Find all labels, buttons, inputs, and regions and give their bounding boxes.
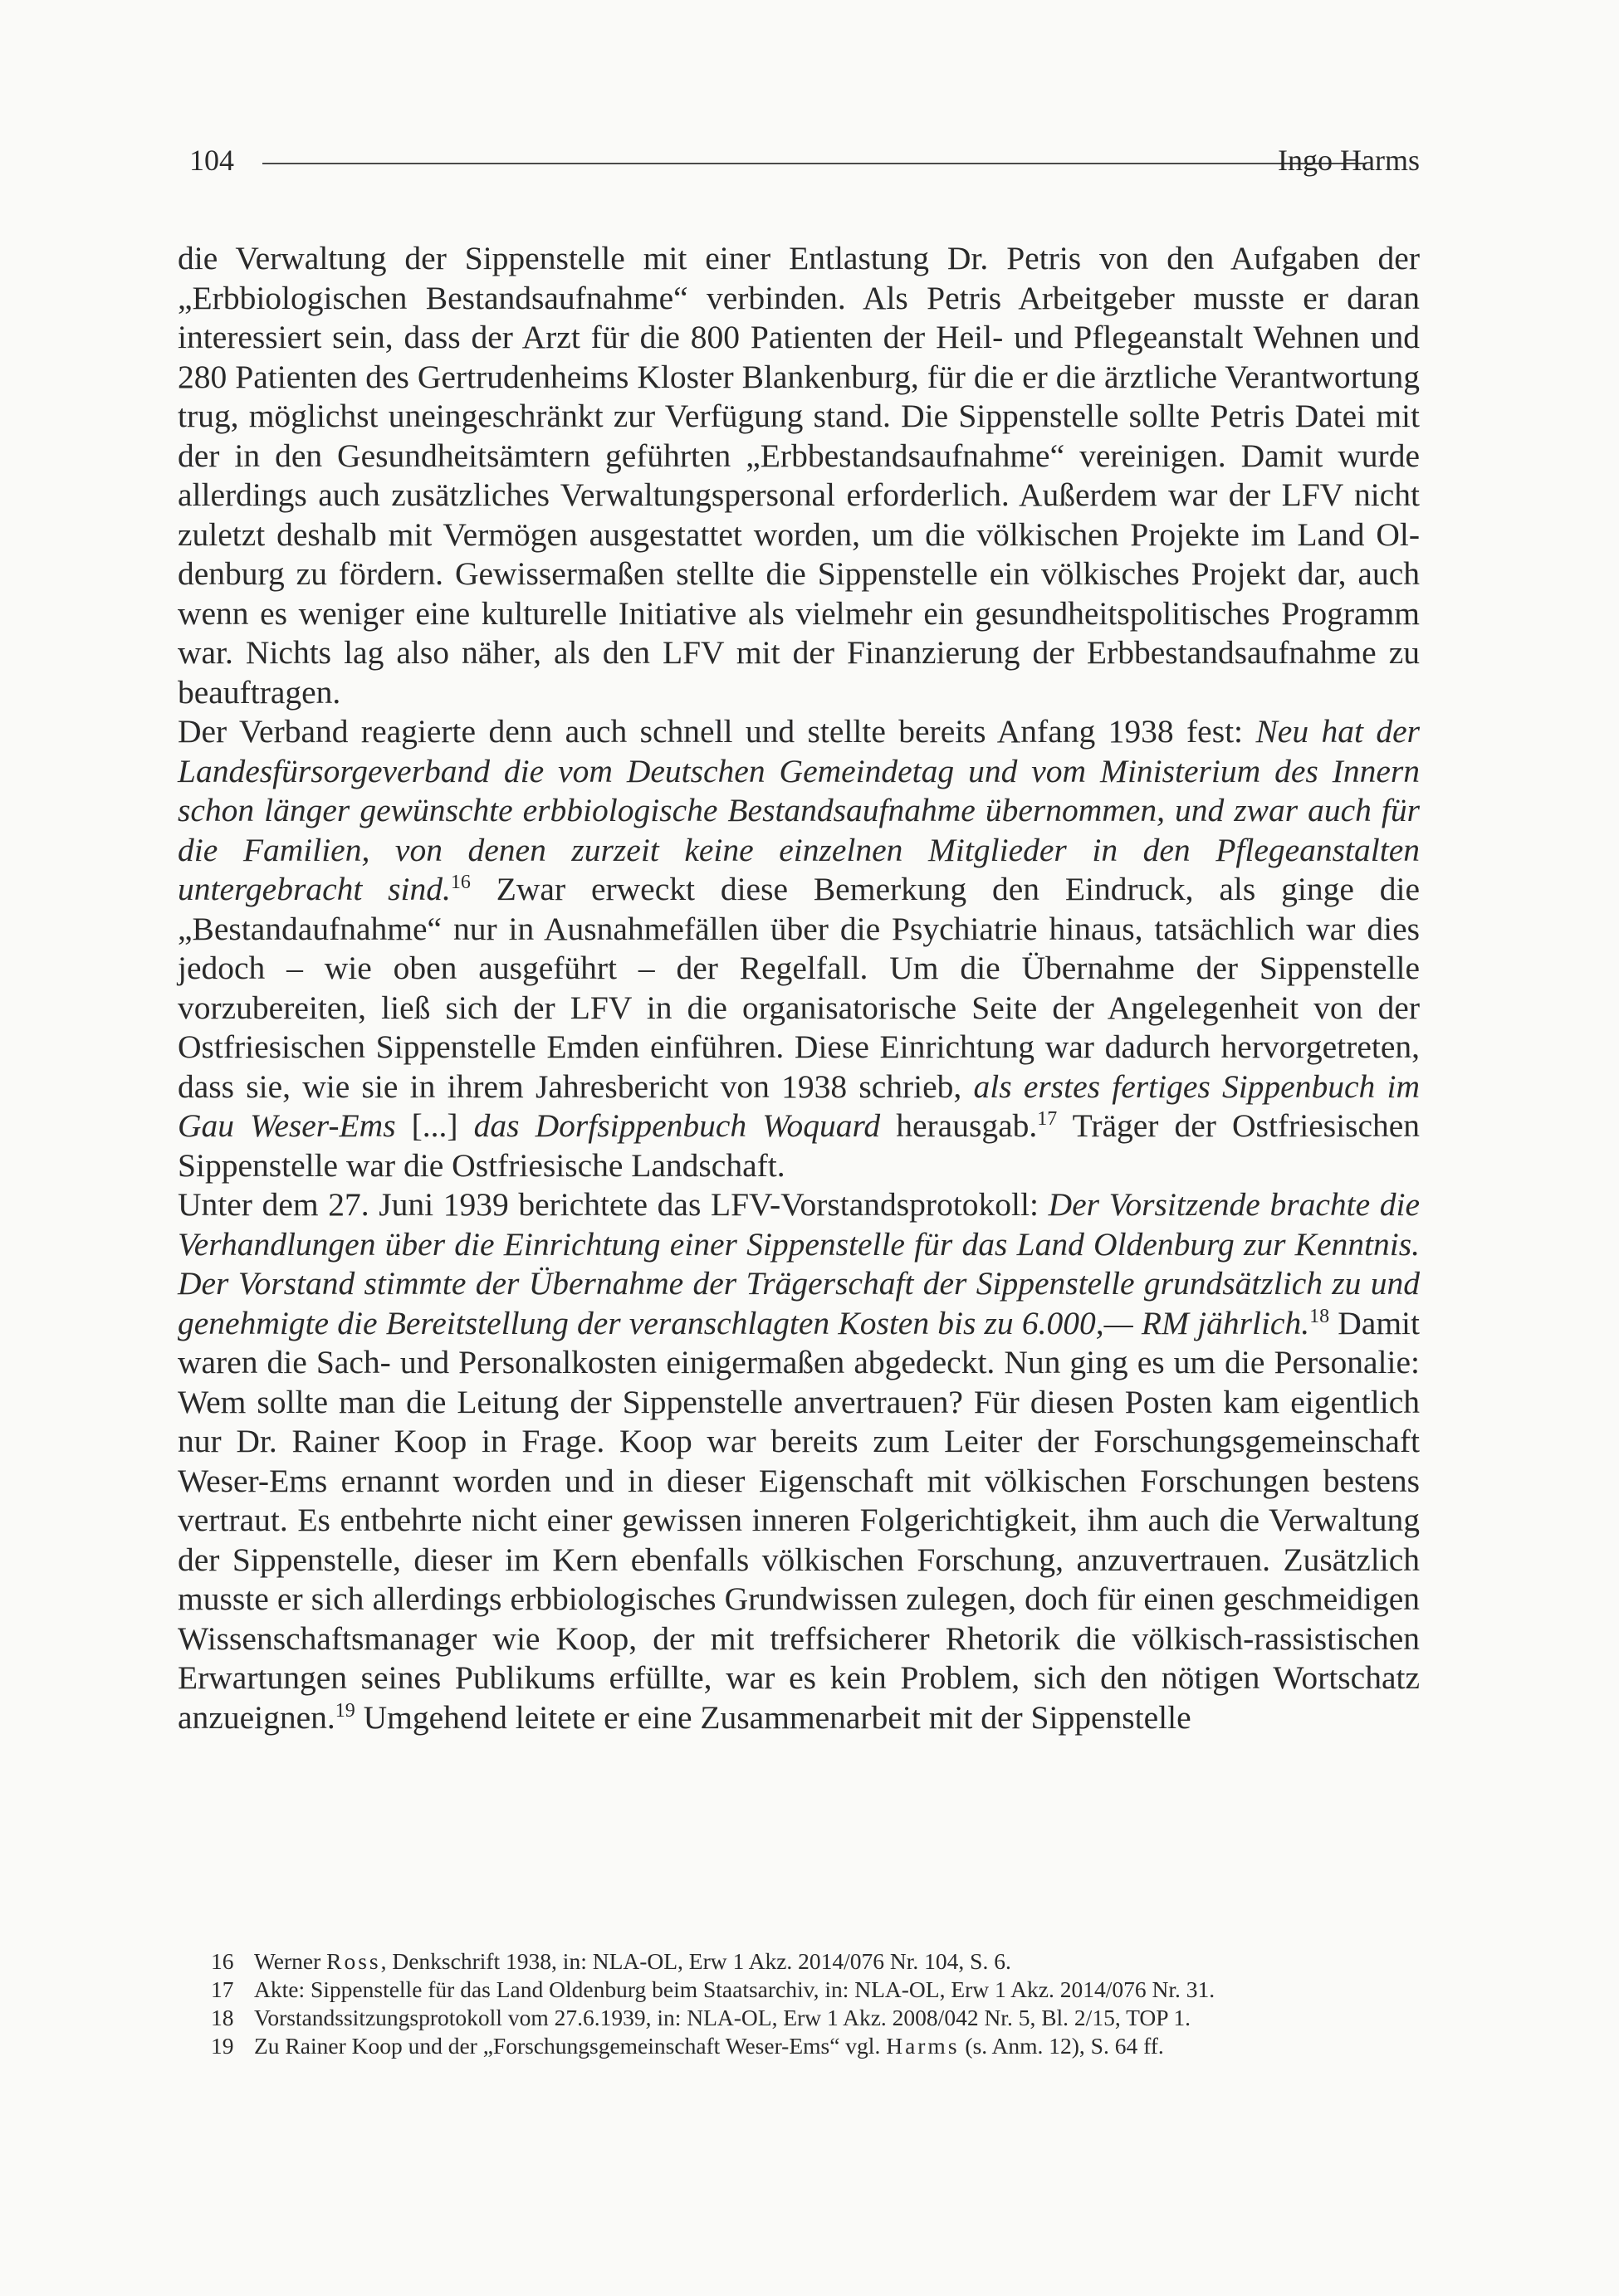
footnote-number: 16 (211, 1948, 234, 1974)
footnote-text: Zu Rainer Koop und der „Forschungsgemeinschaft Weser-Ems“ vgl. (254, 2033, 887, 2059)
paragraph-3 (178, 1185, 1420, 1737)
paragraph-1 (178, 239, 1420, 712)
footnote-text: Akte: Sippenstelle für das Land Oldenburg beim Staatsarchiv, in: NLA-OL, Erw 1 Akz. 2014/076 Nr. 31. (254, 1976, 1215, 2002)
footnote-text: Werner (254, 1948, 327, 1974)
paragraph-text: Damit waren die Sach- und Personalkosten einigermaßen abgedeckt. Nun ging es um die Personalie: Wem sollte man die Leitung der Sippenstelle anvertrauen? Für diesen Posten kam eigentlich nur Dr. Rainer Koop in Frage. Koop war bereits zum Leiter der Forschungsgemeinschaft Weser-Ems ernannt worden und in dieser Eigenschaft mit völkischen Forschungen bestens vertraut. Es entbehrte nicht einer gewissen inneren Folgerichtigkeit, ihm auch die Verwaltung der Sippenstelle, dieser im Kern ebenfalls völkischen Forschung, anzuvertrauen. Zusätzlich musste er sich allerdings erbbiologisches Grundwissen zulegen, doch für einen geschmeidigen Wissenschaftsmanager wie Koop, der mit treffsicherer Rhetorik die völkisch-rassistischen Erwartungen seines Publikums erfüllte, war es kein Problem, sich den nötigen Wortschatz anzueignen. (178, 1304, 1420, 1736)
body-text (178, 239, 1420, 1737)
footnote-ref: 19 (335, 1699, 355, 1722)
footnote-text: , Denkschrift 1938, in: NLA-OL, Erw 1 Akz. 2014/076 Nr. 104, S. 6. (380, 1948, 1011, 1974)
paragraph-2 (178, 712, 1420, 1185)
quotation: das Dorfsippenbuch Woquard (473, 1107, 881, 1144)
paragraph-text: herausgab. (880, 1107, 1038, 1144)
footnote-text: (s. Anm. 12), S. 64 ff. (959, 2033, 1164, 2059)
running-head-author: Ingo Harms (1278, 144, 1420, 177)
paragraph-text: Träger der Ostfriesischen Sippenstelle war die Ostfriesische Landschaft. (178, 1107, 1421, 1184)
page-number: 104 (189, 144, 234, 177)
paragraph-text: Unter dem 27. Juni 1939 berichtete das LFV-Vorstandsprotokoll: (178, 1186, 1049, 1223)
footnote-number: 19 (211, 2033, 234, 2059)
paragraph-text: Der Verband reagierte denn auch schnell und stellte bereits Anfang 1938 fest: (178, 713, 1256, 750)
footnote-text: Vorstandssitzungsprotokoll vom 27.6.1939, in: NLA-OL, Erw 1 Akz. 2008/042 Nr. 5, Bl. 2/15, TOP 1. (254, 2005, 1191, 2030)
footnotes (211, 1947, 1423, 2060)
quotation: Neu hat der Landesfürsorgeverband die vom Deutschen Gemeindetag und vom Ministerium des Innern schon länger gewünschte erbbiologische Bestandsaufnahme übernommen, und zwar auch für die Familien, von denen zurzeit keine einzelnen Mitglieder in den Pflegeanstalten untergebracht sind. (178, 713, 1420, 907)
page-header (171, 139, 1420, 181)
footnote-number: 18 (211, 2005, 234, 2030)
paragraph-text: [...] (395, 1107, 474, 1144)
footnote (211, 2032, 1423, 2060)
footnote-ref: 16 (450, 871, 471, 893)
paragraph-text: Umgehend leitete er eine Zusammenarbeit mit der Sippenstelle (355, 1698, 1191, 1736)
quotation: Der Vorsitzende brachte die Verhandlungen über die Einrichtung einer Sippenstelle für das Land Oldenburg zur Kenntnis. Der Vorstand stimmte der Übernahme der Trägerschaft der Sippenstelle grundsätzlich zu und genehmigte die Bereitstellung der veranschlagten Kosten bis zu 6.000,— RM jährlich. (178, 1186, 1420, 1341)
footnote-author: Harms (886, 2033, 960, 2059)
footnote (211, 2004, 1423, 2032)
footnote-ref: 17 (1037, 1107, 1058, 1130)
header-rule (262, 163, 1367, 164)
paragraph-text: Zwar erweckt diese Bemerkung den Eindruck, als ginge die „Bestandaufnahme“ nur in Ausnahmefällen über die Psychiatrie hinaus, tatsächlich war dies jedoch – wie oben ausgeführt – der Regelfall. Um die Übernahme der Sippenstelle vorzubereiten, ließ sich der LFV in die organisatorische Seite der Angelegenheit von der Ostfriesischen Sippenstelle Emden einführen. Diese Einrichtung war dadurch hervorgetreten, dass sie, wie sie in ihrem Jahresbericht von 1938 schrieb, (178, 871, 1421, 1105)
footnote-number: 17 (211, 1976, 234, 2002)
footnote (211, 1947, 1423, 1976)
paragraph-text: die Verwaltung der Sippenstelle mit einer Entlastung Dr. Petris von den Aufgaben der „Erbbiologischen Bestandsaufnahme“ verbinden. Als Petris Arbeitgeber musste er daran interessiert sein, dass der Arzt für die 800 Patienten der Heil- und Pflegeanstalt Wehnen und 280 Patienten des Gertrudenheims Kloster Blankenburg, für die er die ärztliche Verantwortung trug, möglichst uneingeschränkt zur Verfügung stand. Die Sippenstelle sollte Petris Datei mit der in den Gesundheitsämtern geführten „Erbbestandsaufnahme“ vereinigen. Damit wurde allerdings auch zusätzliches Verwaltungspersonal erforderlich. Außerdem war der LFV nicht zuletzt deshalb mit Vermögen ausgestattet worden, um die völkischen Projekte im Land Oldenburg zu fördern. Gewissermaßen stellte die Sippenstelle ein völkisches Projekt dar, auch wenn es weniger eine kulturelle Initiative als vielmehr ein gesundheitspolitisches Programm war. Nichts lag also näher, als den LFV mit der Finanzierung der Erbbestandsaufnahme zu beauftragen. (178, 240, 1420, 711)
quotation: als erstes fertiges Sippenbuch im Gau Weser-Ems (178, 1067, 1420, 1144)
footnote-ref: 18 (1309, 1305, 1330, 1327)
footnote (211, 1976, 1423, 2004)
footnote-author: Ross (326, 1948, 381, 1974)
